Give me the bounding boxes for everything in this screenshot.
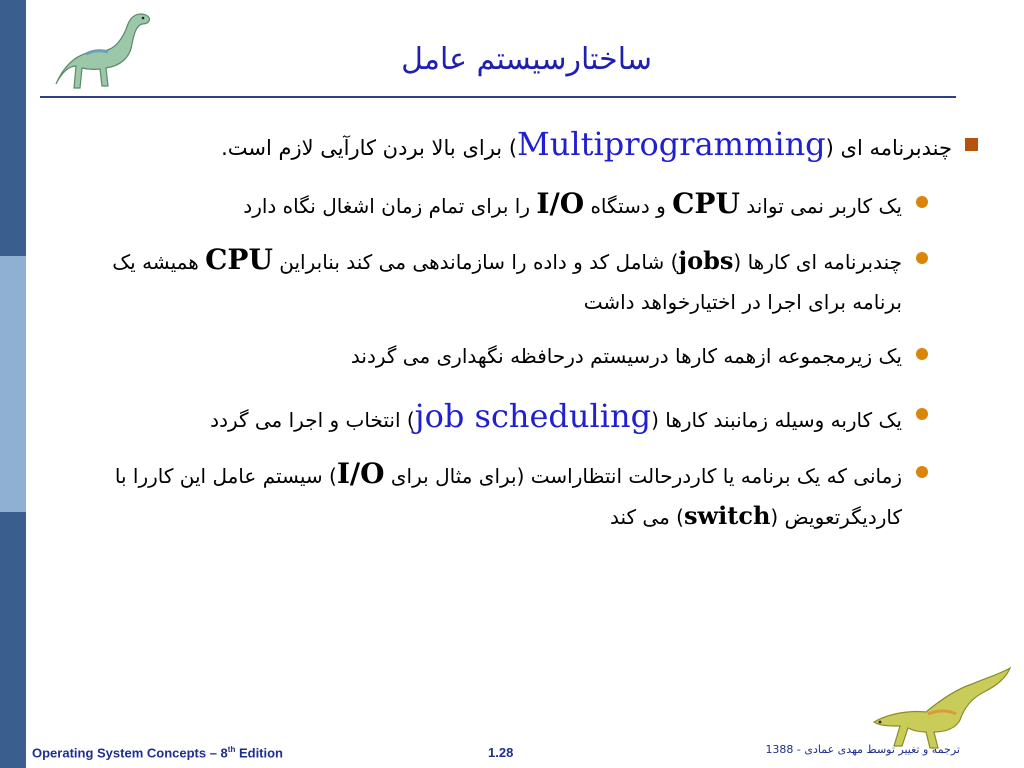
- multiprogramming-term: Multiprogramming: [517, 125, 826, 163]
- round-bullet-icon: [916, 466, 928, 478]
- sub-bullet-part: ) شامل کد و داده را سازماندهی می کند بنابراین: [272, 250, 679, 274]
- sub-bullet-part: switch: [683, 501, 771, 530]
- sub-bullet-part: ) می کند: [609, 505, 684, 529]
- round-bullet-icon: [916, 252, 928, 264]
- sub-bullet-part: یک کاربه وسیله زمانبند کارها (: [651, 408, 902, 432]
- square-bullet-icon: [965, 138, 978, 151]
- sub-bullet-part: jobs: [678, 246, 734, 275]
- footer-book-prefix: Operating System Concepts – 8: [32, 745, 228, 761]
- footer-book-suffix: Edition: [235, 745, 284, 761]
- main-bullet-prefix: چندبرنامه ای (: [825, 136, 952, 160]
- sub-bullet-part: I/O: [536, 187, 585, 220]
- sub-bullet-part: ) انتخاب و اجرا می گردد: [210, 408, 415, 432]
- sub-bullet-part: همیشه یک برنامه برای اجرا در اختیارخواهد داشت: [112, 250, 902, 314]
- sub-bullet-part: CPU: [672, 187, 740, 220]
- sub-bullet-part: و دستگاه: [584, 194, 673, 218]
- sub-bullet-part: I/O: [336, 457, 385, 490]
- sub-bullet-part: ) سیستم عامل این کاررا با کاردیگرتعویض (: [114, 464, 902, 529]
- dinosaur-icon: [36, 6, 156, 96]
- footer-book-title: [32, 745, 283, 760]
- left-bar-segment-bottom: [0, 512, 26, 768]
- sub-bullet-part: زمانی که یک برنامه یا کاردرحالت انتظاراست (برای مثال برای: [384, 464, 902, 488]
- sub-bullet-part: را برای تمام زمان اشغال نگاه دارد: [243, 194, 537, 218]
- left-bar-segment-middle: [0, 256, 26, 512]
- round-bullet-icon: [916, 348, 928, 360]
- sub-bullet-part: یک کاربر نمی تواند: [739, 194, 902, 218]
- sub-bullet-text: [78, 396, 928, 440]
- main-bullet-suffix: ) برای بالا بردن کارآیی لازم است.: [221, 136, 518, 160]
- round-bullet-icon: [916, 408, 928, 420]
- title-divider: [40, 96, 956, 98]
- round-bullet-icon: [916, 196, 928, 208]
- sub-bullet-part: CPU: [205, 243, 273, 276]
- sub-bullet-text: [78, 184, 928, 226]
- sub-bullet-text: [78, 454, 928, 537]
- footer-credit: ترجمه و تغییر توسط مهدی عمادی - 1388: [765, 743, 960, 756]
- sub-bullet: [78, 454, 928, 537]
- sub-bullet-text: [78, 240, 928, 322]
- slide-number: 1.28: [488, 745, 514, 760]
- sub-bullet: [78, 396, 928, 440]
- sub-bullet-text: [78, 336, 928, 376]
- sub-bullet-part: job scheduling: [414, 397, 652, 435]
- footer-book-sup: th: [227, 745, 236, 754]
- slide-title: ساختارسیستم عامل: [401, 42, 652, 77]
- main-bullet-text: [78, 124, 978, 168]
- sub-bullet: [78, 336, 928, 376]
- sub-bullet: [78, 184, 928, 226]
- sub-bullet-part: چندبرنامه ای کارها (: [733, 250, 902, 274]
- left-color-bar: [0, 0, 26, 768]
- sub-bullet: [78, 240, 928, 322]
- dinosaur-icon: [868, 662, 1014, 750]
- main-bullet: [78, 124, 978, 168]
- left-bar-segment-top: [0, 0, 26, 256]
- sub-bullet-part: یک زیرمجموعه ازهمه کارها درسیستم درحافظه نگهداری می گردند: [350, 344, 902, 368]
